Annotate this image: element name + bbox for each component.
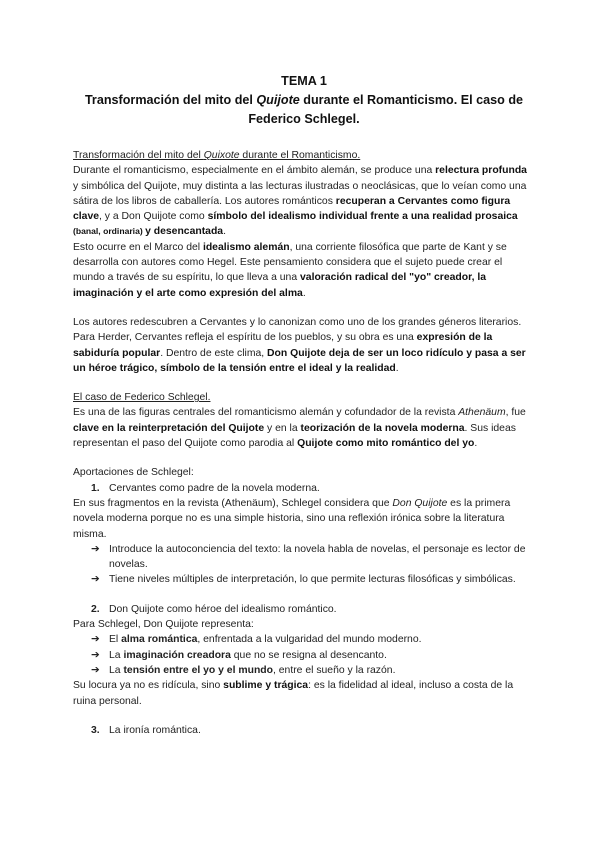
numbered-item: 3. La ironía romántica. [91, 724, 201, 736]
title-italic: Quijote [256, 93, 300, 107]
arrow-icon: ➔ [91, 649, 100, 661]
section-heading: El caso de Federico Schlegel. [73, 392, 211, 404]
page-title [73, 91, 535, 129]
paragraph: Los autores redescubren a Cervantes y lo canonizan como uno de los grandes géneros literarios. Para Herder, Cervantes refleja el espíritu de los pueblos, y su obra es una expresión de la sabiduría popular. Dentro de este clima, Don Quijote deja de ser un loco ridículo y pasa a ser un héroe trágico, símbolo de la tensión entre el ideal y la realidad. [73, 316, 526, 374]
arrow-icon: ➔ [91, 634, 100, 646]
paragraph: Durante el romanticismo, especialmente en el ámbito alemán, se produce una relectura profunda y simbólica del Quijote, muy distinta a las lecturas ilustradas o neoclásicas, que lo veían como una sátira de los libros de caballería. Los autores románticos recuperan a Cervantes como figura clave, y a Don Quijote como símbolo del idealismo individual frente a una realidad prosaica (banal, ordinaria) y desencantada. [73, 165, 527, 238]
document-page [73, 72, 535, 738]
bullet-item: ➔ El alma romántica, enfrentada a la vulgaridad del mundo moderno. [73, 632, 535, 647]
title-part: durante el Romanticismo. El caso de Federico Schlegel. [248, 93, 524, 126]
paragraph: Su locura ya no es ridícula, sino sublime y trágica: es la fidelidad al ideal, incluso a costa de la ruina personal. [73, 680, 514, 707]
tema-label: TEMA 1 [281, 74, 327, 88]
aportaciones-label: Aportaciones de Schlegel: [73, 467, 194, 479]
title-part: Transformación del mito del [84, 93, 257, 107]
numbered-item: 2. Don Quijote como héroe del idealismo romántico. [91, 603, 337, 615]
arrow-icon: ➔ [91, 543, 100, 555]
bullet-item: ➔ Introduce la autoconciencia del texto: la novela habla de novelas, el personaje es lector de novelas. [91, 543, 526, 571]
numbered-item: 1. Cervantes como padre de la novela moderna. [91, 482, 320, 494]
bullet-item: ➔ Tiene niveles múltiples de interpretación, lo que permite lecturas filosóficas y simbólicas. [73, 572, 535, 587]
section-transformacion [73, 148, 535, 376]
arrow-icon: ➔ [91, 574, 100, 586]
section-heading: Transformación del mito del Quixote durante el Romanticismo. [73, 150, 361, 161]
bullet-item: ➔ La tensión entre el yo y el mundo, entre el sueño y la razón. [73, 663, 535, 678]
paragraph: Es una de las figuras centrales del romanticismo alemán y cofundador de la revista Athenäum, fue clave en la reinterpretación del Quijote y en la teorización de la novela moderna. Sus ideas representan el paso del Quijote como parodia al Quijote como mito romántico del yo. [73, 407, 526, 450]
section-schlegel [73, 390, 535, 738]
arrow-icon: ➔ [91, 664, 100, 676]
bullet-item: ➔ La imaginación creadora que no se resigna al desencanto. [73, 648, 535, 663]
paragraph: Esto ocurre en el Marco del idealismo alemán, una corriente filosófica que parte de Kant y se desarrolla con autores como Hegel. Este pensamiento considera que el sujeto puede crear el mundo a través de su espíritu, lo que lleva a una valoración radical del "yo" creador, la imaginación y el arte como expresión del alma. [73, 241, 507, 299]
paragraph: En sus fragmentos en la revista (Athenäum), Schlegel considera que Don Quijote es la primera novela moderna porque no es una simple historia, sino una reflexión irónica sobre la literatura misma. [73, 497, 511, 540]
paragraph: Para Schlegel, Don Quijote representa: [73, 619, 254, 631]
